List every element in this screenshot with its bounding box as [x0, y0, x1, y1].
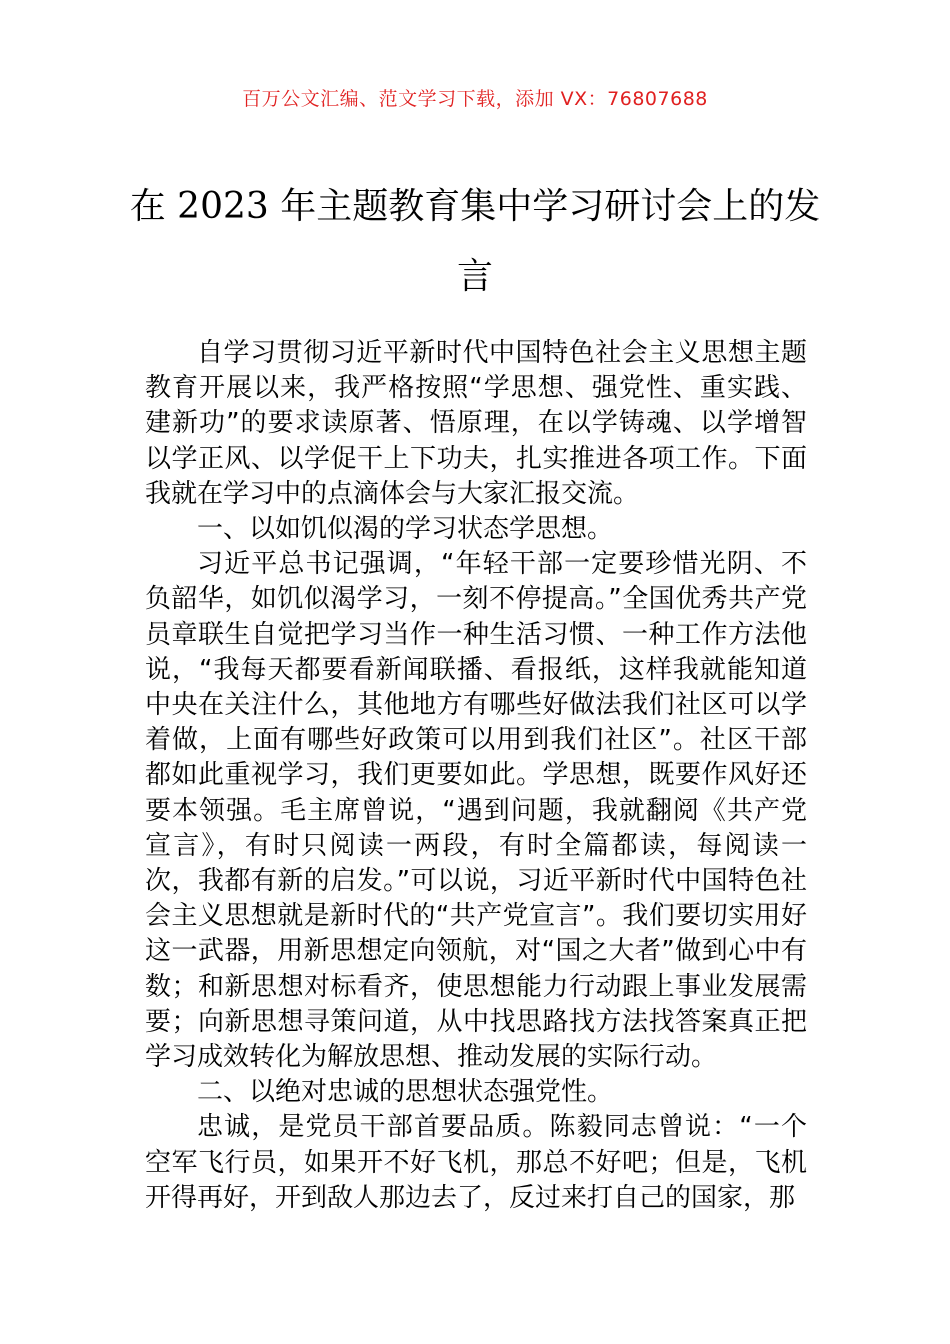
document-title: 在 2023 年主题教育集中学习研讨会上的发言	[129, 186, 821, 297]
paragraph-intro: 自学习贯彻习近平新时代中国特色社会主义思想主题教育开展以来，我严格按照“学思想、强党性、重实践、建新功”的要求读原著、悟原理，在以学铸魂、以学增智以学正风、以学促干上下功夫，扎实推进各项工作。下面我就在学习中的点滴体会与大家汇报交流。	[145, 338, 807, 509]
header-watermark-note: 百万公文汇编、范文学习下载，添加 VX：76807688	[242, 88, 708, 110]
section-heading-2: 二、以绝对忠诚的思想状态强党性。	[197, 1077, 614, 1108]
paragraph-section-2: 忠诚，是党员干部首要品质。陈毅同志曾说：“一个空军飞行员，如果开不好飞机，那总不好吧；但是，飞机开得再好，开到敌人那边去了，反过来打自己的国家，那	[145, 1112, 807, 1213]
paragraph-section-1: 习近平总书记强调，“年轻干部一定要珍惜光阴、不负韶华，如饥似渴学习，一刻不停提高。”全国优秀共产党员章联生自觉把学习当作一种生活习惯、一种工作方法他说，“我每天都要看新闻联播、看报纸，这样我就能知道中央在关注什么，其他地方有哪些好做法我们社区可以学着做，上面有哪些好政策可以用到我们社区”。社区干部都如此重视学习，我们更要如此。学思想，既要作风好还要本领强。毛主席曾说，“遇到问题，我就翻阅《共产党宣言》，有时只阅读一两段，有时全篇都读，每阅读一次，我都有新的启发。”可以说，习近平新时代中国特色社会主义思想就是新时代的“共产党宣言”。我们要切实用好这一武器，用新思想定向领航，对“国之大者”做到心中有数；和新思想对标看齐，使思想能力行动跟上事业发展需要；向新思想寻策问道，从中找思路找方法找答案真正把学习成效转化为解放思想、推动发展的实际行动。	[145, 549, 807, 1073]
section-heading-1: 一、以如饥似渴的学习状态学思想。	[197, 514, 614, 545]
document-body	[145, 336, 807, 1216]
